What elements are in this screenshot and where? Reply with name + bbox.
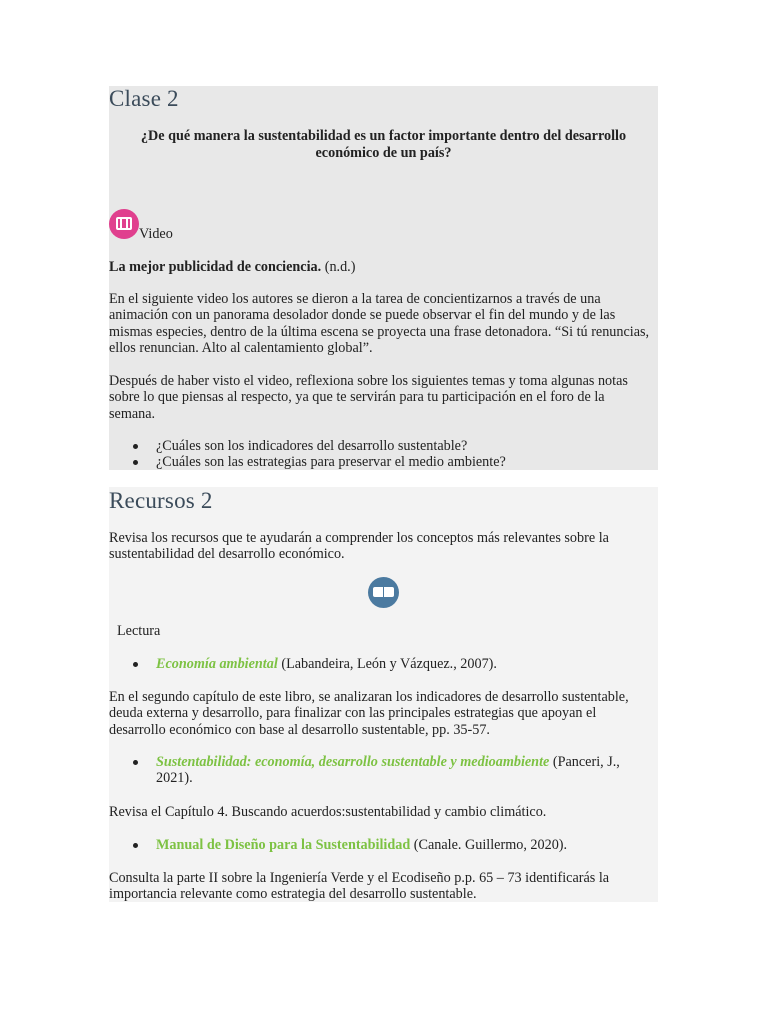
list-item: ¿Cuáles son los indicadores del desarrollo sustentable? <box>109 438 658 454</box>
resource-citation: (Labandeira, León y Vázquez., 2007). <box>277 656 497 672</box>
video-date: (n.d.) <box>321 259 356 275</box>
guiding-question: ¿De qué manera la sustentabilidad es un factor importante dentro del desarrollo económico de un país? <box>140 128 627 161</box>
resource-item <box>109 754 658 787</box>
section-title: Clase 2 <box>109 86 179 111</box>
recursos-intro: Revisa los recursos que te ayudarán a comprender los conceptos más relevantes sobre la sustentabilidad del desarrollo económico. <box>109 530 609 563</box>
video-title[interactable]: La mejor publicidad de conciencia. <box>109 259 322 275</box>
recursos-section <box>109 487 658 902</box>
resource-citation: (Panceri, J., 2021). <box>156 754 620 787</box>
section-title: Recursos 2 <box>109 488 213 513</box>
resource-note: Consulta la parte II sobre la Ingeniería Verde y el Ecodiseño p.p. 65 – 73 identificarás la importancia relevante como estrategia del desarrollo sustentable. <box>109 870 610 903</box>
resource-note: En el segundo capítulo de este libro, se analizaran los indicadores de desarrollo sustentable, deuda externa y desarrollo, para finalizar con las principales estrategias que apoyan el desarrollo económico con base al desarrollo sustentable, pp. 35-57. <box>109 689 629 738</box>
resource-citation: (Canale. Guillermo, 2020). <box>410 837 568 853</box>
resource-item <box>109 656 658 672</box>
clase-section <box>109 86 658 470</box>
resource-link[interactable]: Sustentabilidad: economía, desarrollo sustentable y medioambiente <box>156 754 550 770</box>
resource-item <box>109 837 658 853</box>
resource-link[interactable]: Economía ambiental <box>156 656 278 672</box>
list-item: ¿Cuáles son las estrategias para preservar el medio ambiente? <box>109 454 658 470</box>
reflection-questions <box>109 438 658 471</box>
book-icon[interactable] <box>368 577 399 608</box>
lectura-label: Lectura <box>117 623 161 639</box>
resource-link[interactable]: Manual de Diseño para la Sustentabilidad <box>156 837 411 853</box>
resource-note: Revisa el Capítulo 4. Buscando acuerdos:sustentabilidad y cambio climático. <box>109 804 547 820</box>
resource-list <box>109 656 658 672</box>
video-reference <box>109 259 654 275</box>
film-icon[interactable] <box>109 209 139 239</box>
resource-list <box>109 837 658 853</box>
video-description: En el siguiente video los autores se dieron a la tarea de concientizarnos a través de una animación con un panorama desolador donde se puede observar el fin del mundo y de las mismas especies, dentro de la última escena se proyecta una frase detonadora. “Si tú renuncias, ellos renuncian. Alto al calentamiento global”. <box>109 291 650 356</box>
video-label: Video <box>139 226 173 242</box>
reflection-instruction: Después de haber visto el video, reflexiona sobre los siguientes temas y toma algunas notas sobre lo que piensas al respecto, ya que te servirán para tu participación en el foro de la semana. <box>109 373 628 422</box>
resource-list <box>109 754 658 787</box>
